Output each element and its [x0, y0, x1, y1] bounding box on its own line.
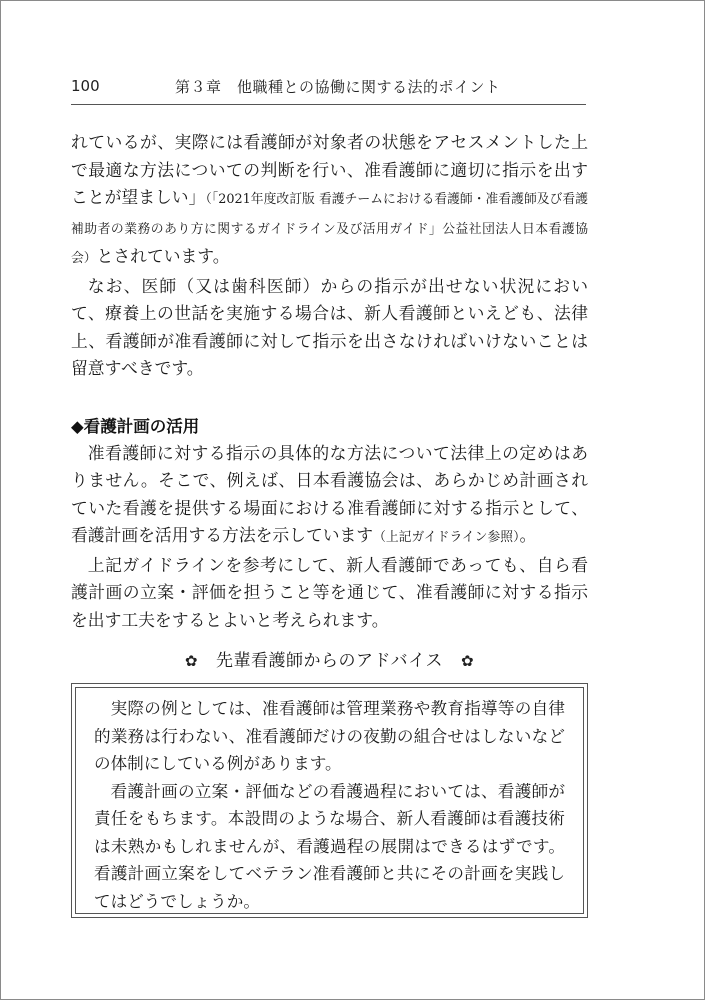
advice-box — [71, 683, 588, 918]
paragraph-2: なお、医師（又は歯科医師）からの指示が出せない状況において、療養上の世話を実施する場合は、新人看護師といえども、法律上、看護師が准看護師に対して指示を出さなければいけないことは留意すべきです。 — [71, 275, 588, 378]
paragraph-3-text: 准看護師に対する指示の具体的な方法について法律上の定めはありません。そこで、例えば、日本看護協会は、あらかじめ計画されていた看護を提供する場面における准看護師に対する指示として、看護計画を活用する方法を示しています — [71, 442, 588, 545]
guideline-reference: （上記ガイドライン参照） — [373, 530, 520, 545]
advice-paragraph-1: 実際の例としては、准看護師は管理業務や教育指導等の自律的業務は行わない、准看護師だけの夜勤の組合せはしないなどの体制にしている例があります。 — [94, 699, 565, 773]
chapter-title: 第３章 他職種との協働に関する法的ポイント — [175, 78, 501, 96]
main-text — [71, 129, 588, 634]
header-rule — [71, 104, 586, 105]
paragraph-4: 上記ガイドラインを参考にして、新人看護師であっても、自ら看護計画の立案・評価を担うこと等を通じて、准看護師に対する指示を出す工夫をするとよいと考えられます。 — [71, 554, 588, 630]
paragraph-1 — [71, 129, 588, 273]
page-header — [71, 75, 586, 99]
paragraph-3-end: 。 — [519, 525, 537, 545]
citation: （「2021年度改訂版 看護チームにおける看護師・准看護師及び看護補助者の業務のあり方に関するガイドライン及び活用ガイド」公益社団法人日本看護協会） — [71, 192, 588, 266]
advice-title-text: 先輩看護師からのアドバイス — [216, 651, 443, 671]
paragraph-3 — [71, 440, 588, 552]
advice-heading — [71, 649, 588, 673]
flower-icon: ✿ — [461, 652, 475, 670]
paragraph-1-end: とされています。 — [96, 246, 230, 266]
page-number: 100 — [71, 77, 100, 95]
advice-paragraph-2: 看護計画の立案・評価などの看護過程においては、看護師が責任をもちます。本設問のような場合、新人看護師は看護技術は未熟かもしれませんが、看護過程の展開はできるはずです。看護計画立案をしてベテラン准看護師と共にその計画を実践してはどうでしょうか。 — [94, 781, 565, 911]
advice-box-inner — [75, 687, 584, 914]
section-heading: ◆看護計画の活用 — [71, 416, 200, 436]
flower-icon: ✿ — [184, 652, 198, 670]
paragraph-1-text: れているが、実際には看護師が対象者の状態をアセスメントした上で最適な方法についての判断を行い、准看護師に適切に指示を出すことが望ましい」 — [71, 132, 588, 207]
